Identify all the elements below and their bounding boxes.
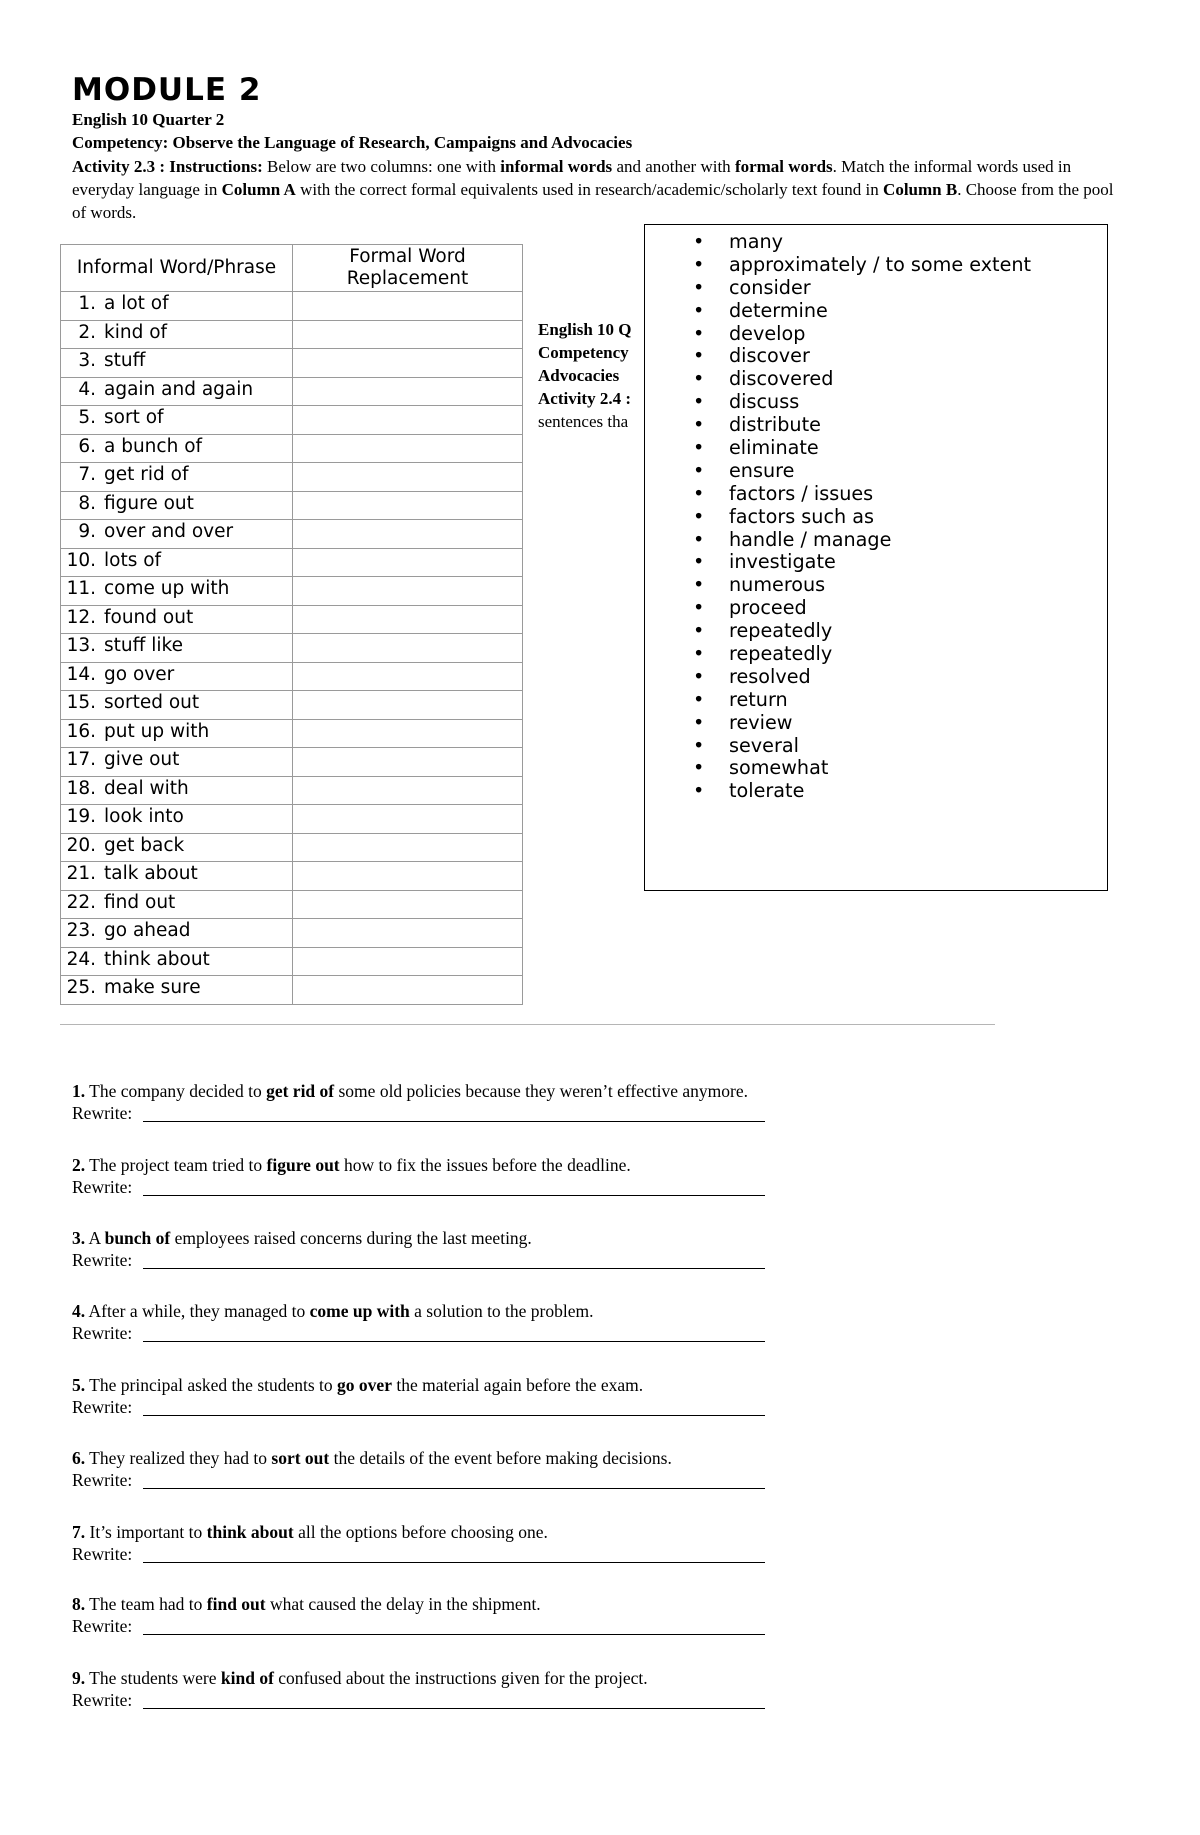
pool-word xyxy=(645,231,1107,254)
question-text-pre: After a while, they managed to xyxy=(85,1301,310,1321)
informal-word: get back xyxy=(104,834,185,856)
bullet-icon: • xyxy=(693,596,705,620)
informal-word-cell xyxy=(61,662,293,691)
question-text-pre: A xyxy=(85,1228,105,1248)
informal-word: again and again xyxy=(104,378,254,400)
table-row xyxy=(61,605,523,634)
question-text-post: what caused the delay in the shipment. xyxy=(265,1594,541,1614)
question-sentence xyxy=(72,1227,532,1249)
row-number: 15. xyxy=(66,692,96,713)
rewrite-label: Rewrite: xyxy=(72,1397,133,1417)
pool-word xyxy=(645,254,1107,277)
bullet-icon: • xyxy=(693,458,705,482)
question-text-pre: The team had to xyxy=(85,1594,207,1614)
row-number: 7. xyxy=(78,464,96,485)
formal-answer-cell[interactable] xyxy=(293,691,523,720)
table-row xyxy=(61,890,523,919)
pool-word-text: resolved xyxy=(729,664,811,688)
pool-word-text: proceed xyxy=(729,596,807,620)
pool-word xyxy=(645,666,1107,689)
bullet-icon: • xyxy=(693,756,705,780)
question-number: 5. xyxy=(72,1375,86,1395)
question-phrase: sort out xyxy=(271,1448,330,1468)
row-number: 25. xyxy=(66,977,96,998)
bullet-icon: • xyxy=(693,504,705,528)
formal-answer-cell[interactable] xyxy=(293,406,523,435)
informal-word: stuff xyxy=(104,350,146,371)
behind-line-5: sentences tha xyxy=(538,412,629,431)
row-number: 10. xyxy=(66,549,96,571)
formal-answer-cell[interactable] xyxy=(293,491,523,520)
formal-answer-cell[interactable] xyxy=(293,947,523,976)
question-number: 1. xyxy=(72,1081,86,1101)
row-number: 2. xyxy=(78,321,96,343)
formal-answer-cell[interactable] xyxy=(293,976,523,1005)
informal-word-cell xyxy=(61,919,293,948)
instr-text-5: . Choose from the pool of words. xyxy=(72,180,1114,222)
formal-answer-cell[interactable] xyxy=(293,520,523,549)
bullet-icon: • xyxy=(693,436,705,460)
section-divider xyxy=(60,1024,995,1025)
formal-answer-cell[interactable] xyxy=(293,292,523,321)
pool-word xyxy=(645,300,1107,323)
bullet-icon: • xyxy=(693,710,705,734)
rewrite-label: Rewrite: xyxy=(72,1544,133,1564)
word-pool-list xyxy=(645,231,1107,803)
informal-word: put up with xyxy=(104,720,210,742)
formal-answer-cell[interactable] xyxy=(293,919,523,948)
pool-word xyxy=(645,506,1107,529)
informal-word: sort of xyxy=(104,407,164,428)
pool-word-text: eliminate xyxy=(729,436,819,460)
pool-word xyxy=(645,529,1107,552)
table-row xyxy=(61,947,523,976)
pool-word-text: distribute xyxy=(729,413,821,437)
question-text-pre: It’s important to xyxy=(85,1522,207,1542)
row-number: 1. xyxy=(78,293,96,314)
question-text-post: employees raised concerns during the last meeting. xyxy=(170,1228,532,1248)
row-number: 13. xyxy=(66,635,96,656)
informal-word: deal with xyxy=(104,777,189,799)
bullet-icon: • xyxy=(693,527,705,551)
formal-answer-cell[interactable] xyxy=(293,605,523,634)
competency-heading: Competency: Observe the Language of Research, Campaigns and Advocacies xyxy=(72,133,633,152)
rewrite-label: Rewrite: xyxy=(72,1103,133,1123)
formal-answer-cell[interactable] xyxy=(293,719,523,748)
formal-answer-cell[interactable] xyxy=(293,548,523,577)
informal-word: sorted out xyxy=(104,692,200,713)
formal-answer-cell[interactable] xyxy=(293,890,523,919)
informal-word: talk about xyxy=(104,863,198,884)
question-number: 8. xyxy=(72,1594,86,1614)
behind-line-1: English 10 Q xyxy=(538,320,632,339)
pool-word-text: repeatedly xyxy=(729,642,833,666)
question-text-post: all the options before choosing one. xyxy=(293,1522,548,1542)
bullet-icon: • xyxy=(693,367,705,391)
informal-word-cell xyxy=(61,520,293,549)
pool-word xyxy=(645,735,1107,758)
informal-word-cell xyxy=(61,406,293,435)
course-heading: English 10 Quarter 2 xyxy=(72,110,225,129)
formal-answer-cell[interactable] xyxy=(293,634,523,663)
question-text-pre: They realized they had to xyxy=(85,1448,272,1468)
pool-word-text: ensure xyxy=(729,458,795,482)
formal-answer-cell[interactable] xyxy=(293,805,523,834)
row-number: 22. xyxy=(66,891,96,913)
instr-text-4: with the correct formal equivalents used in research/academic/scholarly text found in xyxy=(295,180,884,199)
informal-word-cell xyxy=(61,691,293,720)
module-title: MODULE 2 xyxy=(72,72,262,108)
pool-word xyxy=(645,483,1107,506)
pool-word xyxy=(645,597,1107,620)
question-phrase: go over xyxy=(337,1375,392,1395)
row-number: 12. xyxy=(66,606,96,628)
informal-word-cell xyxy=(61,862,293,891)
table-row xyxy=(61,491,523,520)
informal-word-cell xyxy=(61,890,293,919)
table-row xyxy=(61,548,523,577)
question-phrase: bunch of xyxy=(104,1228,171,1248)
pool-word-text: factors such as xyxy=(729,504,875,528)
pool-word xyxy=(645,460,1107,483)
pool-word xyxy=(645,437,1107,460)
informal-word-cell xyxy=(61,719,293,748)
instr-text-3: . Match the informal words used in everyday language in xyxy=(72,157,1072,199)
rewrite-answer-line[interactable] xyxy=(143,1708,765,1709)
question-text-post: the details of the event before making decisions. xyxy=(329,1448,672,1468)
row-number: 6. xyxy=(78,435,96,457)
question-number: 6. xyxy=(72,1448,86,1468)
table-row xyxy=(61,577,523,606)
question-text-post: how to fix the issues before the deadline. xyxy=(339,1155,631,1175)
question-text-pre: The students were xyxy=(85,1668,221,1688)
table-row xyxy=(61,976,523,1005)
formal-answer-cell[interactable] xyxy=(293,577,523,606)
informal-word: lots of xyxy=(104,549,162,571)
pool-word-text: discovered xyxy=(729,367,834,391)
row-number: 14. xyxy=(66,663,96,685)
table-row xyxy=(61,634,523,663)
row-number: 3. xyxy=(78,350,96,371)
question-phrase: think about xyxy=(206,1522,294,1542)
pool-word xyxy=(645,277,1107,300)
informal-word-cell xyxy=(61,805,293,834)
question-number: 3. xyxy=(72,1228,86,1248)
instr-text-1: Below are two columns: one with xyxy=(262,157,501,176)
bullet-icon: • xyxy=(693,298,705,322)
informal-word-cell xyxy=(61,748,293,777)
rewrite-answer-line[interactable] xyxy=(143,1488,765,1489)
question-number: 2. xyxy=(72,1155,86,1175)
bullet-icon: • xyxy=(693,230,705,253)
question-sentence xyxy=(72,1154,631,1176)
rewrite-answer-line[interactable] xyxy=(143,1634,765,1635)
question-text-post: the material again before the exam. xyxy=(391,1375,644,1395)
instr-text-2: and another with xyxy=(612,157,735,176)
formal-answer-cell[interactable] xyxy=(293,377,523,406)
question-number: 9. xyxy=(72,1668,86,1688)
pool-word-text: review xyxy=(729,710,793,734)
question-phrase: figure out xyxy=(266,1155,340,1175)
row-number: 16. xyxy=(66,720,96,742)
instr-bold-1: informal words xyxy=(500,157,613,176)
table-row xyxy=(61,406,523,435)
bullet-icon: • xyxy=(693,573,705,597)
informal-word-cell xyxy=(61,434,293,463)
question-sentence xyxy=(72,1667,648,1689)
question-text-post: some old policies because they weren’t effective anymore. xyxy=(334,1081,748,1101)
informal-word-cell xyxy=(61,833,293,862)
pool-word-text: develop xyxy=(729,321,806,345)
question-phrase: kind of xyxy=(220,1668,274,1688)
informal-word-cell xyxy=(61,776,293,805)
rewrite-answer-line[interactable] xyxy=(143,1121,765,1122)
bullet-icon: • xyxy=(693,413,705,437)
bullet-icon: • xyxy=(693,321,705,345)
informal-word: kind of xyxy=(104,321,168,343)
pool-word xyxy=(645,757,1107,780)
row-number: 24. xyxy=(66,948,96,970)
bullet-icon: • xyxy=(693,664,705,688)
question-text-pre: The company decided to xyxy=(85,1081,267,1101)
pool-word xyxy=(645,620,1107,643)
rewrite-answer-line[interactable] xyxy=(143,1341,765,1342)
informal-word-cell xyxy=(61,634,293,663)
pool-word-text: several xyxy=(729,733,799,757)
informal-word: find out xyxy=(104,891,176,913)
row-number: 21. xyxy=(66,863,96,884)
question-sentence xyxy=(72,1080,748,1102)
bullet-icon: • xyxy=(693,550,705,574)
question-text-post: confused about the instructions given for the project. xyxy=(273,1668,648,1688)
question-sentence xyxy=(72,1593,541,1615)
informal-word-cell xyxy=(61,976,293,1005)
informal-word-cell xyxy=(61,605,293,634)
informal-word: make sure xyxy=(104,977,201,998)
formal-answer-cell[interactable] xyxy=(293,776,523,805)
bullet-icon: • xyxy=(693,779,705,803)
formal-answer-cell[interactable] xyxy=(293,320,523,349)
informal-word: a bunch of xyxy=(104,435,203,457)
pool-word-text: return xyxy=(729,687,788,711)
question-text-post: a solution to the problem. xyxy=(409,1301,594,1321)
bullet-icon: • xyxy=(693,687,705,711)
row-number: 20. xyxy=(66,834,96,856)
table-row xyxy=(61,320,523,349)
word-pool-box xyxy=(644,224,1108,891)
question-text-pre: The principal asked the students to xyxy=(85,1375,338,1395)
table-row xyxy=(61,748,523,777)
formal-answer-cell[interactable] xyxy=(293,833,523,862)
bullet-icon: • xyxy=(693,619,705,643)
bullet-icon: • xyxy=(693,390,705,414)
behind-line-3: Advocacies xyxy=(538,366,620,385)
informal-word-cell xyxy=(61,491,293,520)
table-row xyxy=(61,919,523,948)
informal-word: get rid of xyxy=(104,464,189,485)
rewrite-label: Rewrite: xyxy=(72,1250,133,1270)
question-sentence xyxy=(72,1447,672,1469)
question-sentence xyxy=(72,1300,594,1322)
question-phrase: find out xyxy=(206,1594,266,1614)
question-phrase: come up with xyxy=(309,1301,410,1321)
pool-word xyxy=(645,780,1107,803)
pool-word-text: factors / issues xyxy=(729,481,874,505)
table-row xyxy=(61,520,523,549)
pool-word xyxy=(645,345,1107,368)
informal-word-cell xyxy=(61,292,293,321)
formal-answer-cell[interactable] xyxy=(293,434,523,463)
pool-word-text: approximately / to some extent xyxy=(729,252,1032,276)
pool-word xyxy=(645,689,1107,712)
bullet-icon: • xyxy=(693,252,705,276)
bullet-icon: • xyxy=(693,481,705,505)
row-number: 18. xyxy=(66,777,96,799)
informal-word: think about xyxy=(104,948,210,970)
instr-bold-3: Column A xyxy=(221,180,296,199)
row-number: 5. xyxy=(78,407,96,428)
pool-word xyxy=(645,323,1107,346)
pool-word xyxy=(645,712,1107,735)
table-row xyxy=(61,434,523,463)
rewrite-label: Rewrite: xyxy=(72,1323,133,1343)
question-number: 7. xyxy=(72,1522,86,1542)
row-number: 17. xyxy=(66,749,96,770)
question-sentence xyxy=(72,1374,643,1396)
matching-table xyxy=(60,244,523,1005)
informal-word-cell xyxy=(61,349,293,378)
pool-word-text: discuss xyxy=(729,390,800,414)
pool-word-text: determine xyxy=(729,298,828,322)
formal-answer-cell[interactable] xyxy=(293,662,523,691)
pool-word-text: tolerate xyxy=(729,779,805,803)
pool-word-text: repeatedly xyxy=(729,619,833,643)
rewrite-label: Rewrite: xyxy=(72,1177,133,1197)
behind-line-2: Competency xyxy=(538,343,629,362)
instr-bold-4: Column B xyxy=(883,180,958,199)
table-row xyxy=(61,805,523,834)
informal-word: over and over xyxy=(104,521,234,542)
rewrite-label: Rewrite: xyxy=(72,1616,133,1636)
table-row xyxy=(61,662,523,691)
pool-word xyxy=(645,368,1107,391)
informal-word-cell xyxy=(61,463,293,492)
table-row xyxy=(61,691,523,720)
column-b-header: Formal Word Replacement xyxy=(293,245,523,292)
informal-word-cell xyxy=(61,947,293,976)
formal-answer-cell[interactable] xyxy=(293,862,523,891)
rewrite-answer-line[interactable] xyxy=(143,1268,765,1269)
informal-word: figure out xyxy=(104,492,194,514)
pool-word-text: discover xyxy=(729,344,810,368)
table-row xyxy=(61,719,523,748)
row-number: 11. xyxy=(66,578,96,599)
informal-word-cell xyxy=(61,577,293,606)
bullet-icon: • xyxy=(693,642,705,666)
table-row xyxy=(61,292,523,321)
bullet-icon: • xyxy=(693,733,705,757)
rewrite-answer-line[interactable] xyxy=(143,1562,765,1563)
informal-word-cell xyxy=(61,320,293,349)
activity-2-4-heading xyxy=(538,318,632,433)
bullet-icon: • xyxy=(693,275,705,299)
question-sentence xyxy=(72,1521,548,1543)
pool-word xyxy=(645,391,1107,414)
row-number: 19. xyxy=(66,806,96,827)
row-number: 8. xyxy=(78,492,96,514)
column-a-header: Informal Word/Phrase xyxy=(61,245,293,292)
formal-answer-cell[interactable] xyxy=(293,748,523,777)
informal-word-cell xyxy=(61,548,293,577)
informal-word: stuff like xyxy=(104,635,183,656)
informal-word: go over xyxy=(104,663,175,685)
pool-word-text: consider xyxy=(729,275,811,299)
pool-word xyxy=(645,574,1107,597)
informal-word: come up with xyxy=(104,578,230,599)
table-row xyxy=(61,349,523,378)
informal-word: look into xyxy=(104,806,184,827)
row-number: 23. xyxy=(66,920,96,941)
activity-instructions xyxy=(72,155,1127,224)
question-number: 4. xyxy=(72,1301,86,1321)
informal-word: found out xyxy=(104,606,194,628)
pool-word-text: many xyxy=(729,230,783,253)
pool-word-text: somewhat xyxy=(729,756,829,780)
behind-line-4: Activity 2.4 : xyxy=(538,389,632,408)
table-row xyxy=(61,833,523,862)
pool-word xyxy=(645,414,1107,437)
informal-word: give out xyxy=(104,749,180,770)
pool-word-text: investigate xyxy=(729,550,836,574)
activity-label: Activity 2.3 : Instructions: xyxy=(72,157,263,176)
rewrite-answer-line[interactable] xyxy=(143,1415,765,1416)
rewrite-answer-line[interactable] xyxy=(143,1195,765,1196)
row-number: 9. xyxy=(78,521,96,542)
formal-answer-cell[interactable] xyxy=(293,349,523,378)
pool-word-text: handle / manage xyxy=(729,527,892,551)
table-row xyxy=(61,463,523,492)
question-phrase: get rid of xyxy=(266,1081,335,1101)
informal-word-cell xyxy=(61,377,293,406)
table-body xyxy=(61,292,523,1005)
row-number: 4. xyxy=(78,378,96,400)
pool-word xyxy=(645,551,1107,574)
table-row xyxy=(61,776,523,805)
pool-word xyxy=(645,643,1107,666)
bullet-icon: • xyxy=(693,344,705,368)
rewrite-label: Rewrite: xyxy=(72,1470,133,1490)
table-row xyxy=(61,377,523,406)
pool-word-text: numerous xyxy=(729,573,826,597)
informal-word: a lot of xyxy=(104,293,169,314)
formal-answer-cell[interactable] xyxy=(293,463,523,492)
question-text-pre: The project team tried to xyxy=(85,1155,267,1175)
rewrite-label: Rewrite: xyxy=(72,1690,133,1710)
informal-word: go ahead xyxy=(104,920,191,941)
table-row xyxy=(61,862,523,891)
instr-bold-2: formal words xyxy=(734,157,833,176)
